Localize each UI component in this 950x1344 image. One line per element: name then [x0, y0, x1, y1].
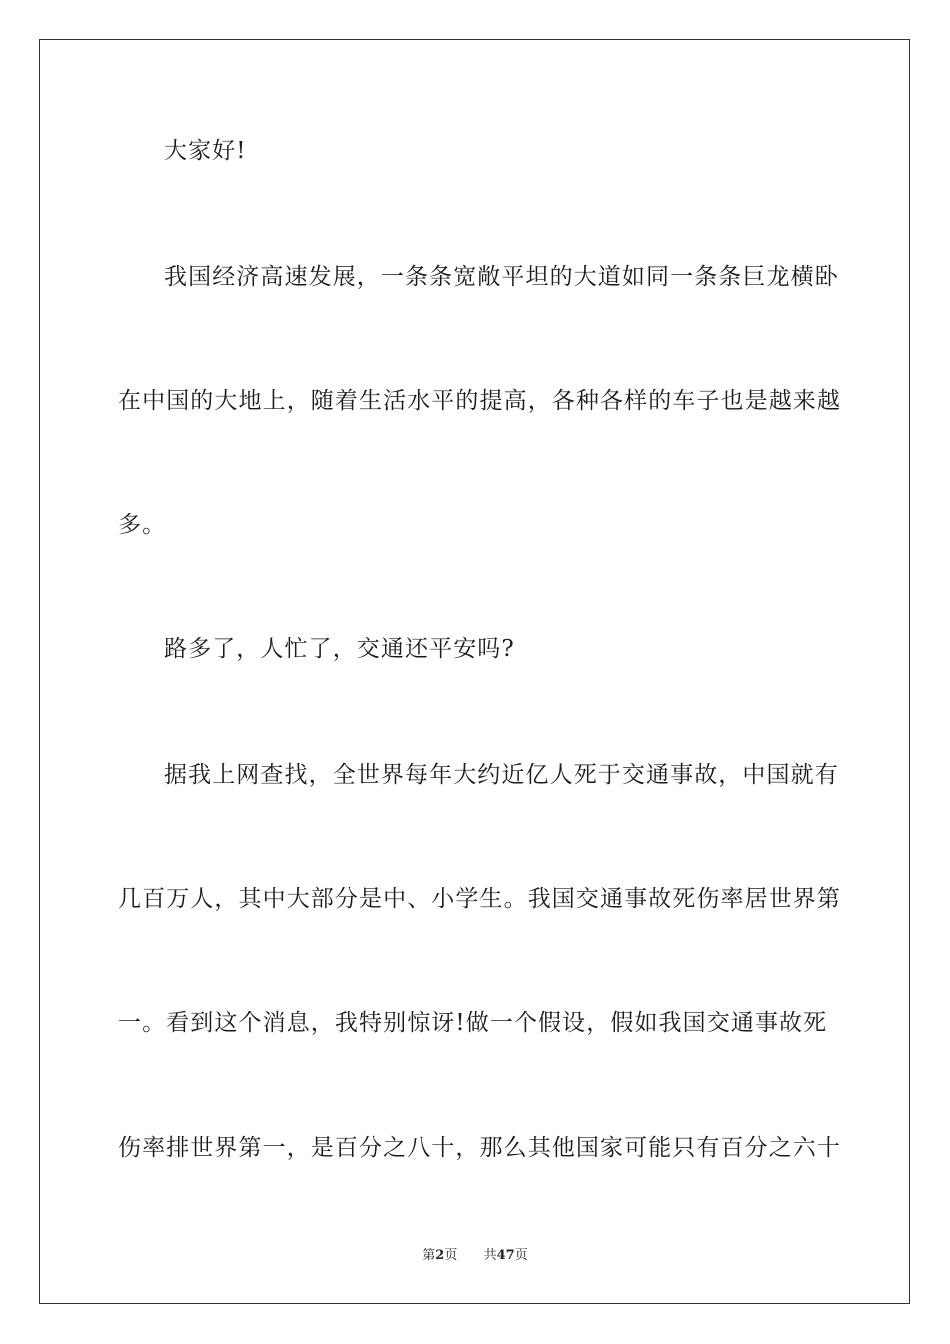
current-page-number: 2 — [435, 1248, 445, 1263]
paragraph-3-line-1: 据我上网查找，全世界每年大约近亿人死于交通事故，中国就有 — [164, 762, 839, 788]
greeting-line: 大家好! — [164, 138, 247, 164]
total-page-number: 47 — [496, 1248, 515, 1263]
paragraph-3-line-2: 几百万人，其中大部分是中、小学生。我国交通事故死伤率居世界第 — [118, 886, 841, 912]
paragraph-2-line-1: 路多了，人忙了，交通还平安吗? — [164, 636, 515, 662]
page-number-label: 第2页 — [422, 1248, 458, 1263]
page-footer — [0, 1247, 950, 1265]
paragraph-1-line-2: 在中国的大地上，随着生活水平的提高，各种各样的车子也是越来越 — [118, 388, 841, 414]
paragraph-1-line-1: 我国经济高速发展，一条条宽敞平坦的大道如同一条条巨龙横卧 — [164, 264, 839, 290]
paragraph-3-line-4: 伤率排世界第一，是百分之八十，那么其他国家可能只有百分之六十 — [118, 1135, 841, 1161]
paragraph-3-line-3: 一。看到这个消息，我特别惊讶!做一个假设，假如我国交通事故死 — [118, 1010, 828, 1036]
total-pages-label: 共47页 — [483, 1248, 528, 1263]
paragraph-1-line-3: 多。 — [118, 512, 167, 538]
page-border — [39, 39, 910, 1304]
